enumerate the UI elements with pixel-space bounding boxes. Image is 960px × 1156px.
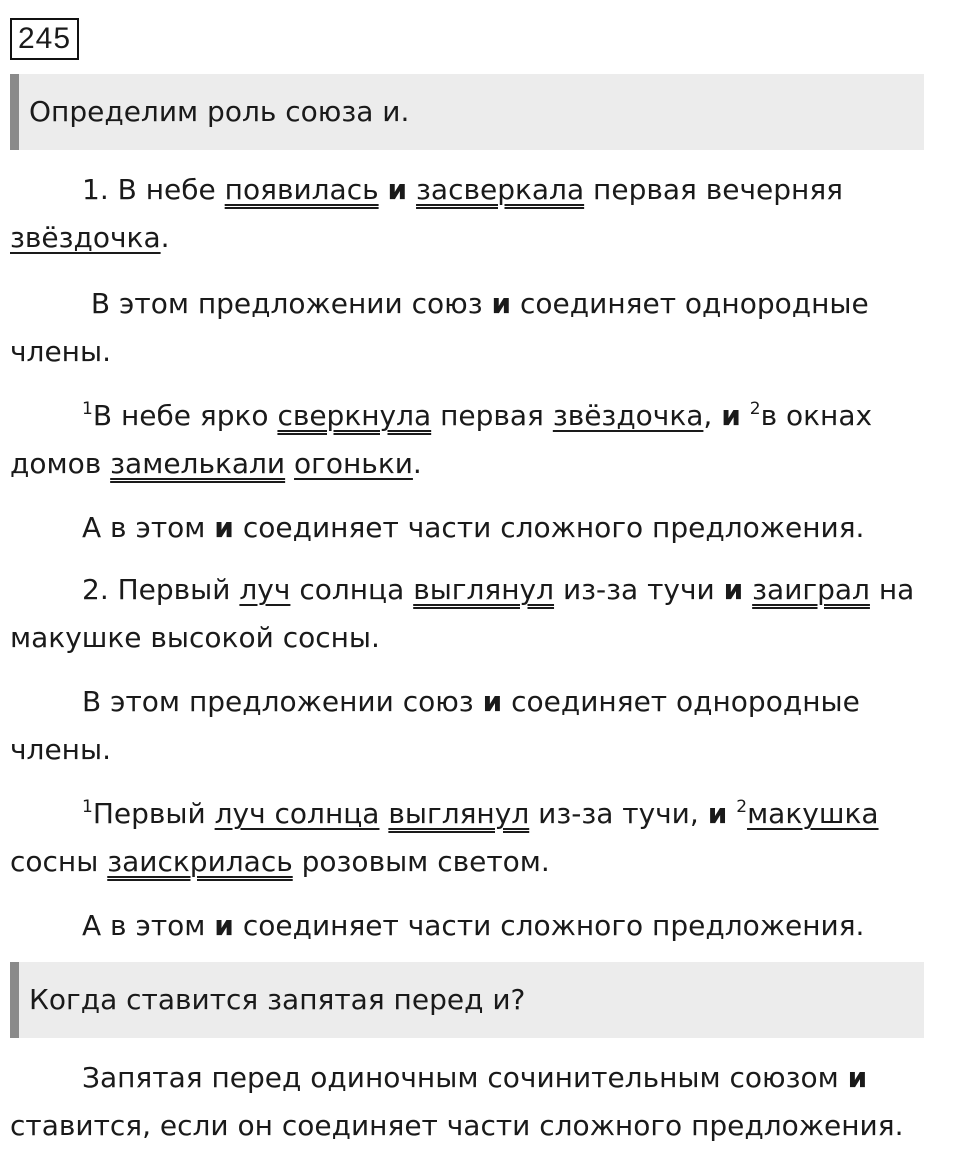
subject: луч [239,573,291,606]
subject: макушка [747,797,879,830]
text: на макушке высокой сосны. [10,573,915,654]
text: солнца [299,573,405,606]
conjunction: и [214,511,234,544]
text: соединяет части сложного предложения. [242,511,865,544]
text: первая [440,399,544,432]
conjunction: и [387,173,408,206]
section-heading-union-role: Определим роль союза и. [10,74,924,150]
text: в окнах домов [10,399,873,480]
text: соединяет части сложного предложения. [242,909,865,942]
explanation-3 [10,678,930,774]
text: Первый [117,573,231,606]
text: из-за тучи [562,573,715,606]
subject: луч солнца [214,797,380,830]
text: розовым светом. [301,845,550,878]
explanation-1 [10,280,930,376]
predicate: появилась [224,173,379,206]
clause-marker: 1 [82,399,93,419]
example-sentence-1 [10,166,930,262]
comma-rule-text [10,1054,930,1150]
task-number: 245 [10,18,79,60]
text: сосны [10,845,99,878]
conjunction: и [847,1061,868,1094]
text: первая вечерняя [593,173,844,206]
text: соединяет однородные члены. [10,685,860,766]
text: В этом предложении союз [90,287,483,320]
conjunction: и [723,573,744,606]
predicate: замелькали [110,447,286,480]
clause-marker: 2 [736,797,748,817]
text: Запятая перед одиночным сочинительным союзом [82,1061,839,1094]
text: В этом предложении союз [82,685,474,718]
text: ставится, если он соединяет части сложного предложения. [10,1109,904,1142]
conjunction: и [721,399,741,432]
punctuation: , [689,797,699,830]
subject: огоньки [294,447,413,480]
subject: звёздочка [10,221,161,254]
conjunction: и [707,797,728,830]
example-sentence-2 [10,566,930,662]
text: А в этом [82,909,206,942]
predicate: выглянул [388,797,530,830]
subject: звёздочка [552,399,704,432]
item-number: 1. [82,173,109,206]
predicate: выглянул [413,573,555,606]
text: В небе ярко [92,399,269,432]
predicate: заиграл [752,573,870,606]
example-sentence-complex-2 [10,790,930,886]
text: соединяет однородные члены. [10,287,869,368]
text: В небе [117,173,216,206]
punctuation: . [412,447,422,480]
predicate: засверкала [416,173,585,206]
punctuation: . [160,221,170,254]
text: Первый [92,797,206,830]
text: из-за тучи [538,797,690,830]
conjunction: и [491,287,512,320]
explanation-2 [10,504,930,552]
conjunction: и [214,909,234,942]
clause-marker: 1 [82,797,93,817]
explanation-4 [10,902,930,950]
example-sentence-complex-1 [10,392,930,488]
item-number: 2. [82,573,109,606]
punctuation: , [703,399,713,432]
predicate: заискрилась [107,845,293,878]
text: А в этом [82,511,206,544]
clause-marker: 2 [749,399,761,419]
conjunction: и [482,685,503,718]
section-heading-comma-rule: Когда ставится запятая перед и? [10,962,924,1038]
predicate: сверкнула [277,399,432,432]
